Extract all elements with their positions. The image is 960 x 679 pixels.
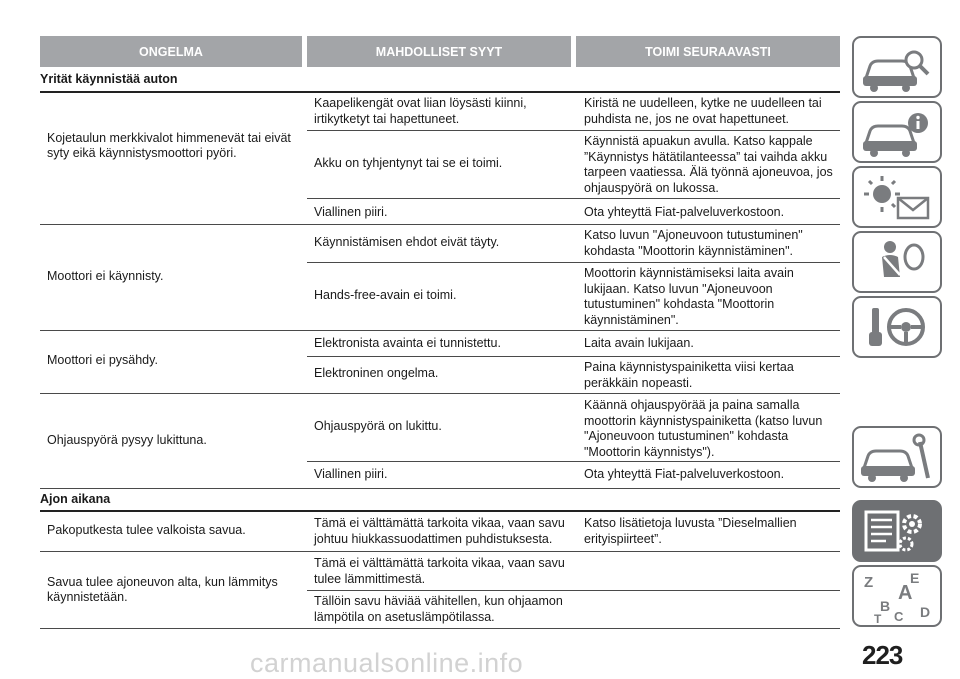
problem-cell: Pakoputkesta tulee valkoista savua. (47, 523, 246, 538)
cause-cell: Elektronista avainta ei tunnistettu. (314, 336, 501, 350)
svg-text:Z: Z (864, 574, 874, 591)
tab-troubleshooting[interactable] (852, 500, 942, 562)
cause-cell: Elektroninen ongelma. (314, 366, 439, 381)
svg-text:E: E (910, 570, 920, 586)
divider (307, 198, 840, 199)
divider (40, 488, 840, 489)
key-steering-wheel-icon (854, 298, 940, 356)
cause-cell: Tämä ei välttämättä tarkoita vikaa, vaan savu tulee lämmittimestä. (314, 556, 565, 586)
section-title-driving: Ajon aikana (40, 492, 111, 506)
header-action: TOIMI SEURAAVASTI (576, 36, 840, 67)
svg-text:D: D (920, 604, 931, 620)
action-cell: Paina käynnistyspainiketta viisi kertaa peräkkäin nopeasti. (584, 360, 794, 390)
tab-car-info[interactable] (852, 101, 942, 163)
problem-cell: Moottori ei pysähdy. (47, 353, 158, 368)
action-cell: Käynnistä apuakun avulla. Katso kappale ”Käynnistys hätätilanteessa” tai vaihda akku tarpeen vaatiessa. Älä työnnä ajoneuvoa, jos ohjauspyörä on lukossa. (584, 134, 833, 195)
cause-cell: Kaapelikengät ovat liian löysästi kiinni, irtikytketyt tai hapettuneet. (314, 96, 527, 126)
tab-maintenance[interactable] (852, 426, 942, 488)
tab-starting-driving[interactable] (852, 296, 942, 358)
section-title-starting: Yrität käynnistää auton (40, 72, 178, 86)
cause-cell: Tällöin savu häviää vähitellen, kun ohjaamon lämpötila on asetuslämpötilassa. (314, 594, 563, 624)
action-cell: Ota yhteyttä Fiat-palveluverkostoon. (584, 467, 785, 481)
tab-index[interactable] (852, 565, 942, 627)
cause-cell: Käynnistämisen ehdot eivät täyty. (314, 235, 500, 250)
action-cell: Katso lisätietoja luvusta ”Dieselmallien erityispiirteet”. (584, 516, 797, 546)
car-info-icon (854, 103, 940, 161)
action-cell: Kiristä ne uudelleen, kytke ne uudelleen tai puhdista ne, jos ne ovat hapettuneet. (584, 96, 822, 126)
cause-cell: Viallinen piiri. (314, 467, 388, 481)
alphabet-index-icon (854, 567, 940, 625)
seatbelt-airbag-icon (854, 233, 940, 291)
action-cell: Käännä ohjauspyörää ja paina samalla moottorin käynnistyspainiketta (katso luvun "Ajoneuvoon tutustuminen" kohdasta "Moottorin käynnistys"). (584, 398, 823, 459)
tab-car-search[interactable] (852, 36, 942, 98)
problem-cell: Ohjauspyörä pysyy lukittuna. (47, 433, 207, 448)
svg-text:B: B (880, 598, 891, 614)
tab-warning-lights[interactable] (852, 166, 942, 228)
warning-light-message-icon (854, 168, 940, 226)
problem-cell: Moottori ei käynnisty. (47, 269, 164, 284)
action-cell: Laita avain lukijaan. (584, 336, 694, 350)
problem-cell: Savua tulee ajoneuvon alta, kun lämmitys käynnistetään. (47, 574, 278, 604)
action-cell: Katso luvun "Ajoneuvoon tutustuminen" kohdasta "Moottorin käynnistäminen". (584, 228, 803, 258)
divider (307, 590, 840, 591)
cause-cell: Akku on tyhjentynyt tai se ei toimi. (314, 156, 503, 171)
header-problem: ONGELMA (40, 36, 302, 67)
car-wrench-icon (854, 428, 940, 486)
divider (307, 461, 840, 462)
divider (40, 628, 840, 629)
problem-cell: Kojetaulun merkkivalot himmenevät tai eivät syty eikä käynnistysmoottori pyöri. (47, 130, 291, 160)
svg-text:C: C (894, 609, 904, 624)
svg-text:A: A (898, 582, 913, 604)
cause-cell: Hands-free-avain ei toimi. (314, 288, 457, 303)
action-cell: Ota yhteyttä Fiat-palveluverkostoon. (584, 205, 785, 219)
cause-cell: Ohjauspyörä on lukittu. (314, 419, 442, 434)
cause-cell: Tämä ei välttämättä tarkoita vikaa, vaan savu johtuu hiukkassuodattimen puhdistuksesta. (314, 516, 565, 546)
header-causes: MAHDOLLISET SYYT (307, 36, 571, 67)
list-gear-icon (854, 502, 940, 560)
car-search-icon (854, 38, 940, 96)
watermark: carmanualsonline.info (250, 648, 524, 678)
svg-text:T: T (874, 612, 882, 625)
cause-cell: Viallinen piiri. (314, 205, 388, 219)
page-number: 223 (862, 640, 903, 670)
action-cell: Moottorin käynnistämiseksi laita avain lukijaan. Katso luvun "Ajoneuvoon tutustuminen" kohdasta "Moottorin käynnistäminen". (584, 266, 794, 327)
tab-safety[interactable] (852, 231, 942, 293)
